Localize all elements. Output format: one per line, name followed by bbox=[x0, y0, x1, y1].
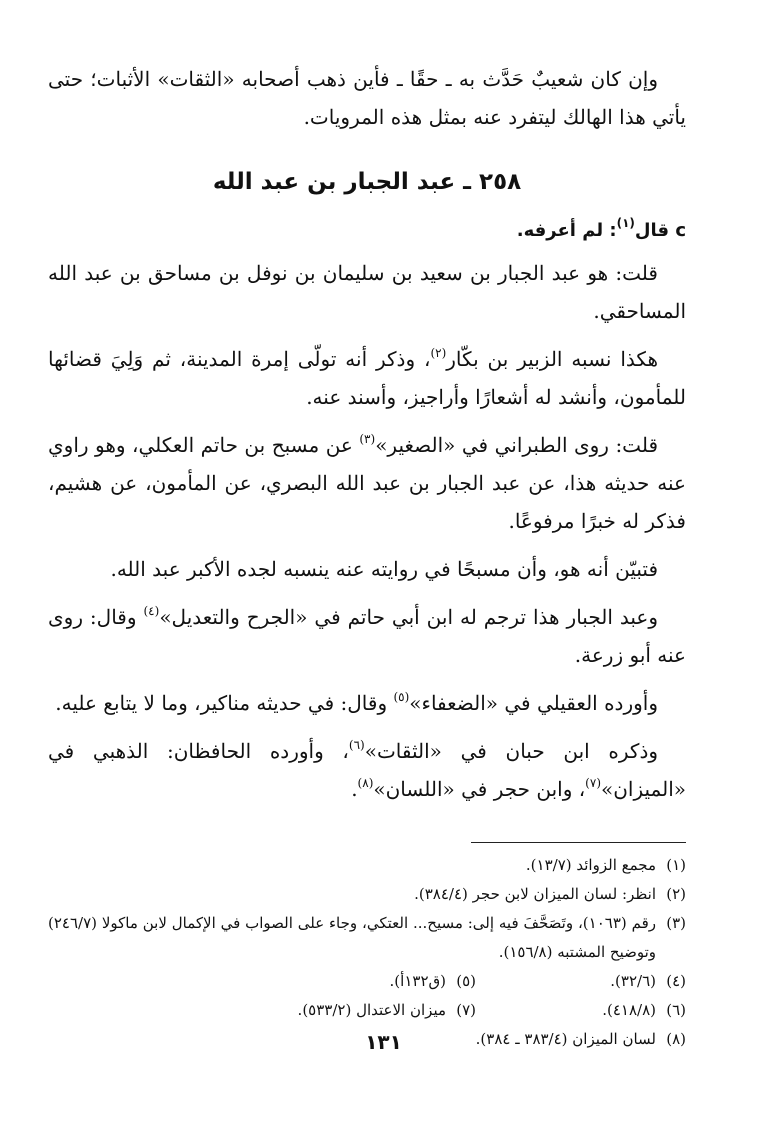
footnote-number: (٤) bbox=[666, 972, 686, 990]
paragraph-8 bbox=[48, 732, 686, 808]
footnote-4 bbox=[476, 967, 686, 996]
paragraph-6-text-a: وعبد الجبار هذا ترجم له ابن أبي حاتم في «الجرح والتعديل» bbox=[159, 605, 658, 629]
paragraph-6 bbox=[48, 598, 686, 674]
paragraph-7 bbox=[48, 684, 686, 722]
footnotes bbox=[48, 851, 686, 1054]
footnote-ref-1: (١) bbox=[616, 216, 635, 230]
paragraph-8-text-b: ، وأورده الحافظان: الذهبي في «الميزان» bbox=[48, 739, 686, 801]
footnote-ref-6: (٦) bbox=[348, 738, 365, 752]
footnote-ref-4: (٤) bbox=[143, 604, 160, 618]
footnote-text: ميزان الاعتدال (٥٣٣/٢). bbox=[297, 1001, 446, 1019]
footnote-text: انظر: لسان الميزان لابن حجر (٣٨٤/٤). bbox=[414, 885, 656, 903]
footnote-ref-3: (٣) bbox=[359, 432, 376, 446]
paragraph-8-text-a: وذكره ابن حبان في «الثقات» bbox=[364, 739, 659, 763]
paragraph-4-text-b: عن مسبح بن حاتم العكلي، وهو راوي عنه حديثه هذا، عن عبد الجبار بن عبد الله البصري، عن المأمون، عن هشيم، فذكر له خبرًا مرفوعًا. bbox=[48, 433, 686, 533]
entry-marker: c bbox=[675, 220, 686, 241]
footnote-number: (٦) bbox=[666, 1001, 686, 1019]
footnote-ref-7: (٧) bbox=[585, 776, 601, 790]
footnote-2 bbox=[48, 880, 686, 909]
footnote-1 bbox=[48, 851, 686, 880]
paragraph-3-text-b: ، وذكر أنه تولّى إمرة المدينة، ثم وَلِيَ قضائها للمأمون، وأنشد له أشعارًا وأراجيز، وأسند عنه. bbox=[48, 347, 686, 409]
paragraph-8-text-d: . bbox=[351, 777, 358, 801]
paragraph-5: فتبيّن أنه هو، وأن مسبحًا في روايته عنه ينسبه لجده الأكبر عبد الله. bbox=[110, 557, 658, 581]
footnote-number: (٣) bbox=[666, 914, 686, 932]
paragraph-2: قلت: هو عبد الجبار بن سعيد بن سليمان بن نوفل بن مساحق بن عبد الله المساحقي. bbox=[48, 261, 686, 323]
paragraph-1: وإن كان شعيبٌ حَدَّث به ـ حقًا ـ فأين ذهب أصحابه «الثقات» الأثبات؛ حتى يأتي هذا الهالك ليتفرد عنه بمثل هذه المرويات. bbox=[48, 67, 686, 129]
footnote-ref-5: (٥) bbox=[393, 690, 410, 704]
footnote-number: (٨) bbox=[666, 1030, 686, 1048]
paragraph-3 bbox=[48, 340, 686, 416]
footnote-text: لسان الميزان (٣٨٣/٤ ـ ٣٨٤). bbox=[475, 1030, 656, 1048]
paragraph-6-text-b: وقال: روى عنه أبو زرعة. bbox=[48, 605, 686, 667]
footnote-ref-2: (٢) bbox=[430, 346, 447, 360]
entry-sub-text: : لم أعرفه. bbox=[516, 220, 617, 241]
footnote-number: (١) bbox=[666, 856, 686, 874]
footnote-text: (٣٢/٦). bbox=[610, 972, 656, 990]
footnote-number: (٥) bbox=[456, 972, 476, 990]
footnote-row-4-5 bbox=[48, 967, 686, 996]
entry-sub-label: قال bbox=[634, 220, 670, 241]
footnote-number: (٧) bbox=[456, 1001, 476, 1019]
paragraph-4-text-a: قلت: روى الطبراني في «الصغير» bbox=[375, 433, 658, 457]
paragraph-3-text-a: هكذا نسبه الزبير بن بكّار bbox=[446, 347, 658, 371]
footnote-text: (٤١٨/٨). bbox=[602, 1001, 656, 1019]
footnote-text: مجمع الزوائد (١٣/٧). bbox=[525, 856, 656, 874]
footnote-5 bbox=[390, 967, 476, 996]
footnote-text: (ق١٣٢أ). bbox=[389, 972, 446, 990]
entry-heading: ٢٥٨ ـ عبد الجبار بن عبد الله bbox=[212, 169, 522, 195]
footnote-number: (٢) bbox=[666, 885, 686, 903]
footnote-separator bbox=[471, 842, 686, 843]
page-number: ١٣١ bbox=[365, 1030, 402, 1054]
paragraph-8-text-c: ، وابن حجر في «اللسان» bbox=[373, 777, 586, 801]
footnote-7 bbox=[298, 996, 476, 1025]
footnote-ref-8: (٨) bbox=[357, 776, 374, 790]
footnote-3 bbox=[48, 909, 686, 967]
paragraph-7-text-b: وقال: في حديثه مناكير، وما لا يتابع عليه. bbox=[55, 691, 394, 715]
footnote-text: رقم (١٠٦٣)، وتَصَحَّفَ فيه إلى: مسيح... العتكي، وجاء على الصواب في الإكمال لابن ماكولا (٢٤٦/٧) وتوضيح المشتبه (١٥٦/٨). bbox=[48, 914, 656, 961]
paragraph-4 bbox=[48, 426, 686, 540]
footnote-6 bbox=[476, 996, 686, 1025]
paragraph-7-text-a: وأورده العقيلي في «الضعفاء» bbox=[409, 691, 658, 715]
page-content bbox=[48, 60, 686, 1080]
entry-subheading bbox=[48, 214, 686, 248]
footnote-row-6-7 bbox=[48, 996, 686, 1025]
